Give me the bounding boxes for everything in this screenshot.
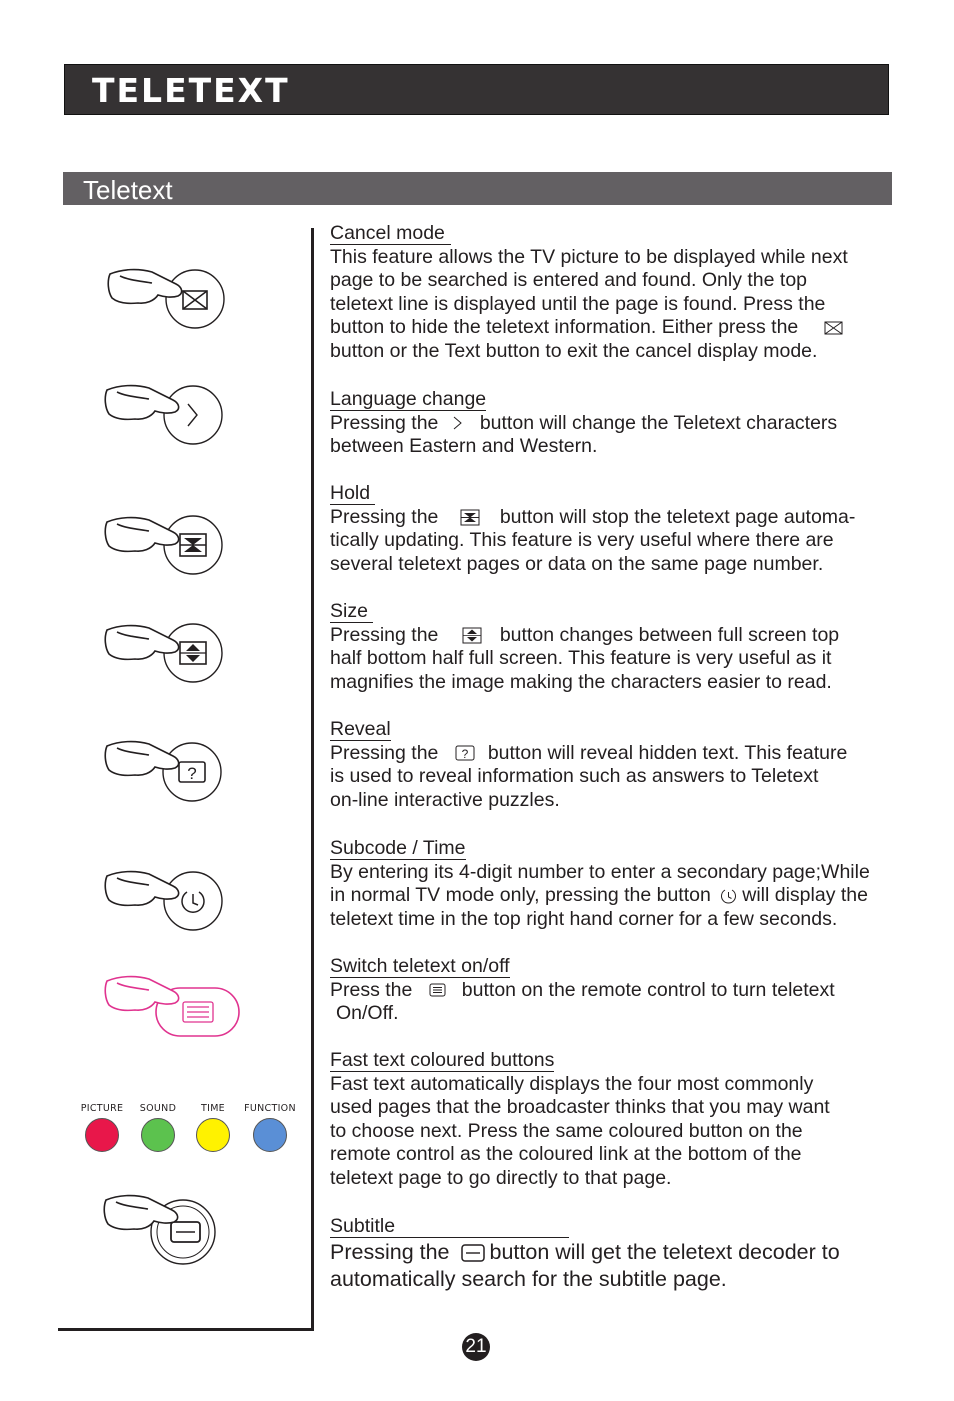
- entry-line: Press the: [330, 978, 413, 1001]
- entry-heading: Language change: [330, 388, 487, 410]
- size-icon: [444, 625, 500, 645]
- color-button-picture: [74, 1103, 130, 1152]
- entry-line: is used to reveal information such as answers to Teletext: [330, 765, 819, 788]
- horizontal-divider: [58, 1328, 313, 1331]
- entry-line: remote control as the coloured link at the bottom of the: [330, 1143, 802, 1166]
- entry-line: On/Off.: [336, 1002, 399, 1025]
- cancel-button-illustration: [100, 262, 230, 336]
- entry-line: between Eastern and Western.: [330, 435, 598, 458]
- color-buttons: [76, 1103, 306, 1153]
- color-button-label: PICTURE: [80, 1103, 124, 1114]
- hold-button-illustration: [100, 508, 230, 582]
- page-number: 21: [462, 1333, 490, 1361]
- section-title: Teletext: [83, 175, 173, 205]
- entry-line: will display the: [742, 884, 868, 907]
- text-icon: [418, 980, 462, 1000]
- color-button-time: [185, 1103, 241, 1152]
- entry-line: button will change the Teletext characters: [479, 411, 838, 434]
- entry-line: button on the remote control to turn teletext: [461, 978, 835, 1001]
- entry-line: used pages that the broadcaster thinks that you may want: [330, 1096, 830, 1119]
- entry-heading: Cancel mode: [330, 222, 451, 245]
- entry-line: half bottom half full screen. This feature is very useful as it: [330, 647, 832, 670]
- entry-line: This feature allows the TV picture to be displayed while next: [330, 245, 848, 268]
- entry-line: button will get the teletext decoder to: [489, 1239, 840, 1264]
- entry-switch-teletext: [330, 955, 835, 1026]
- subcode-button-illustration: [100, 864, 230, 938]
- entry-line: on-line interactive puzzles.: [330, 788, 560, 811]
- entry-line: button changes between full screen top: [499, 623, 840, 646]
- entry-heading: Switch teletext on/off: [330, 955, 510, 977]
- entry-heading: Fast text coloured buttons: [330, 1049, 555, 1071]
- entry-hold: [330, 482, 855, 576]
- hold-icon: [444, 507, 500, 527]
- entry-line: teletext time in the top right hand corner for a few seconds.: [330, 907, 838, 930]
- header-bar: [64, 64, 889, 115]
- cancel-icon: [804, 320, 844, 336]
- entry-line: button will reveal hidden text. This feature: [487, 741, 848, 764]
- entry-heading: Size: [330, 600, 373, 623]
- entry-subcode-time: [330, 837, 870, 931]
- entry-line: Fast text automatically displays the four most commonly: [330, 1072, 814, 1095]
- entry-line: automatically search for the subtitle page.: [330, 1266, 727, 1291]
- clock-icon: [716, 886, 742, 906]
- color-button-label: TIME: [200, 1103, 225, 1114]
- entry-line: tically updating. This feature is very useful where there are: [330, 529, 834, 552]
- entry-line: Pressing the: [330, 1239, 450, 1264]
- entry-line: Pressing the: [330, 623, 439, 646]
- entry-line: teletext page to go directly to that page.: [330, 1166, 672, 1189]
- yellow-button: [196, 1118, 230, 1152]
- green-button: [141, 1118, 175, 1152]
- entry-line: Pressing the: [330, 411, 439, 434]
- entry-line: Pressing the: [330, 741, 439, 764]
- entry-line: button to hide the teletext information. Either press the: [330, 316, 799, 339]
- color-button-sound: [130, 1103, 186, 1152]
- subtitle-icon: [456, 1242, 490, 1264]
- vertical-divider: [311, 228, 314, 1331]
- subtitle-button-illustration: [100, 1186, 230, 1270]
- text-button-illustration: [100, 970, 245, 1044]
- entry-language-change: [330, 388, 837, 459]
- reveal-button-illustration: [100, 734, 230, 808]
- red-button: [85, 1118, 119, 1152]
- page-title: TELETEXT: [92, 71, 290, 110]
- section-bar: [63, 172, 892, 205]
- entry-line: button will stop the teletext page automa-: [499, 505, 856, 528]
- blue-button: [253, 1118, 287, 1152]
- entry-line: button or the Text button to exit the cancel display mode.: [330, 339, 818, 362]
- entry-fast-text: [330, 1049, 830, 1191]
- entry-heading: Reveal: [330, 718, 391, 740]
- entry-subtitle: [330, 1215, 840, 1293]
- entry-line: page to be searched is entered and found. Only the top: [330, 269, 808, 292]
- size-button-illustration: [100, 616, 230, 690]
- entry-line: magnifies the image making the characters easier to read.: [330, 670, 832, 693]
- svg-text:?: ?: [187, 764, 197, 783]
- entry-heading: Subcode / Time: [330, 837, 466, 859]
- entry-heading: Subtitle: [330, 1215, 569, 1238]
- entry-line: Pressing the: [330, 505, 439, 528]
- color-button-function: [242, 1103, 298, 1152]
- entry-reveal: [330, 718, 847, 812]
- entry-cancel-mode: [330, 222, 848, 364]
- chevron-right-icon: [444, 413, 480, 433]
- svg-text:?: ?: [461, 747, 469, 762]
- entry-size: [330, 600, 839, 694]
- entry-line: teletext line is displayed until the page is found. Press the: [330, 292, 826, 315]
- entry-heading: Hold: [330, 482, 375, 505]
- reveal-icon: [444, 743, 488, 763]
- entry-line: in normal TV mode only, pressing the button: [330, 884, 711, 907]
- color-button-label: SOUND: [139, 1103, 177, 1114]
- entry-line: By entering its 4-digit number to enter a secondary page;While: [330, 860, 870, 883]
- language-button-illustration: [100, 377, 230, 451]
- color-button-label: FUNCTION: [244, 1103, 296, 1114]
- entry-line: to choose next. Press the same coloured button on the: [330, 1119, 803, 1142]
- entry-line: several teletext pages or data on the same page number.: [330, 552, 824, 575]
